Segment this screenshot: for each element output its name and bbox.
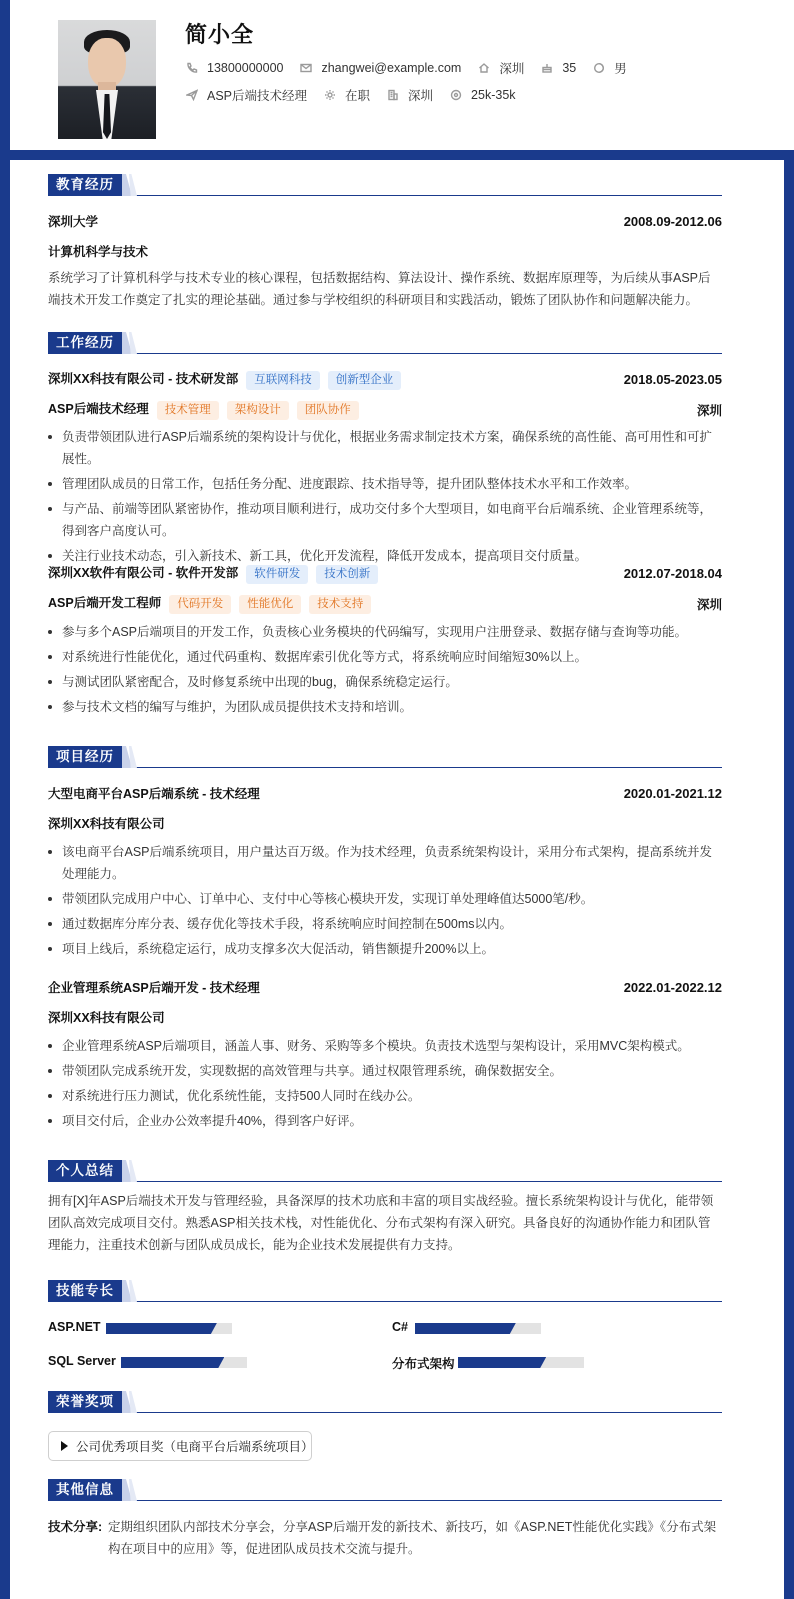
skill-name: SQL Server [48, 1354, 116, 1368]
list-item: 负责带领团队进行ASP后端系统的架构设计与优化，根据业务需求制定技术方案，确保系统的高性能、高可用性和可扩展性。 [48, 426, 722, 470]
summary-text: 拥有[X]年ASP后端技术开发与管理经验，具备深厚的技术功底和丰富的项目实战经验。擅长系统架构设计与优化，能带领团队高效完成项目交付。熟悉ASP相关技术栈，对性能优化、分布式架构有深入研究。具备良好的沟通协作能力和团队管理能力，注重技术创新与团队成员成长，能为企业技术发展提供有力支持。 [48, 1194, 714, 1252]
section-title: 工作经历 [48, 332, 722, 354]
honor-item[interactable] [48, 1431, 312, 1461]
list-item: 该电商平台ASP后端系统项目，用户量达百万级。作为技术经理，负责系统架构设计，采用分布式架构，提高系统并发处理能力。 [48, 841, 722, 885]
school-name: 深圳大学 [48, 215, 99, 229]
cake-icon [540, 61, 554, 75]
projects-section [48, 746, 722, 1128]
honors-section [48, 1391, 722, 1454]
summary-section [48, 1160, 722, 1252]
mail-icon [299, 61, 313, 75]
work-date: 2018.05-2023.05 [623, 372, 722, 387]
list-item: 管理团队成员的日常工作，包括任务分配、进度跟踪、技术指导等，提升团队整体技术水平和工作效率。 [48, 473, 722, 495]
honor-text: 公司优秀项目奖（电商平台后端系统项目） [76, 1440, 314, 1454]
role-tag: 性能优化 [239, 595, 301, 614]
job-intent-row [185, 86, 532, 104]
other-label: 技术分享: [48, 1520, 103, 1534]
job-title-info: ASP后端技术经理 [185, 86, 307, 104]
coin-icon [449, 88, 463, 102]
skill-name: ASP.NET [48, 1320, 101, 1334]
project-title: 大型电商平台ASP后端系统 - 技术经理 [48, 787, 260, 801]
location-info: 深圳 [477, 59, 524, 77]
role-name: ASP后端开发工程师 [48, 596, 162, 610]
company-tag: 软件研发 [246, 565, 308, 584]
skill-bar-fill [121, 1357, 224, 1368]
role-tag: 架构设计 [227, 401, 289, 420]
skill-name: 分布式架构 [392, 1357, 455, 1371]
major-name: 计算机科学与技术 [48, 245, 149, 259]
project-company-row [48, 1008, 722, 1026]
role-tag: 代码开发 [169, 595, 231, 614]
role-tag: 团队协作 [297, 401, 359, 420]
list-item: 对系统进行压力测试，优化系统性能，支持500人同时在线办公。 [48, 1085, 722, 1107]
list-item: 通过数据库分库分表、缓存优化等技术手段，将系统响应时间控制在500ms以内。 [48, 913, 722, 935]
skill-bar-fill [458, 1357, 546, 1368]
resume-header [10, 0, 794, 150]
skill-item [48, 1354, 116, 1368]
company-tag: 技术创新 [316, 565, 378, 584]
salary-info: 25k-35k [449, 88, 515, 102]
education-date: 2008.09-2012.06 [623, 213, 722, 229]
education-header [48, 212, 722, 230]
profile-photo [58, 20, 156, 139]
frame-right-border [784, 150, 794, 1599]
project-date: 2022.01-2022.12 [623, 979, 722, 995]
role-tag: 技术支持 [309, 595, 371, 614]
list-item: 项目上线后，系统稳定运行，成功支撑多次大促活动，销售额提升200%以上。 [48, 938, 722, 960]
other-item [48, 1516, 722, 1560]
work-city: 深圳 [696, 403, 722, 418]
work-bullets [48, 426, 722, 570]
list-item: 项目交付后，企业办公效率提升40%，得到客户好评。 [48, 1110, 722, 1132]
company-name: 深圳XX软件有限公司 - 软件开发部 [48, 566, 239, 580]
age-info: 35 [540, 61, 576, 75]
section-title: 项目经历 [48, 746, 722, 768]
gender-info: 男 [592, 59, 627, 77]
list-item: 参与多个ASP后端项目的开发工作，负责核心业务模块的代码编写，实现用户注册登录、数据存储与查询等功能。 [48, 621, 722, 643]
skill-item [48, 1320, 101, 1334]
skills-section [48, 1280, 722, 1371]
work-role-row [48, 399, 722, 420]
list-item: 对系统进行性能优化，通过代码重构、数据库索引优化等方式，将系统响应时间缩短30%以上。 [48, 646, 722, 668]
company-tag: 互联网科技 [246, 371, 320, 390]
other-section [48, 1479, 722, 1556]
candidate-name: 简小全 [185, 22, 255, 47]
caret-right-icon [61, 1441, 68, 1451]
role-tag: 技术管理 [157, 401, 219, 420]
project-company-row [48, 814, 722, 832]
list-item: 与产品、前端等团队紧密协作，推动项目顺利进行，成功交付多个大型项目，如电商平台后端系统、企业管理系统等，得到客户高度认可。 [48, 498, 722, 542]
skill-name: C# [392, 1320, 408, 1334]
section-title: 荣誉奖项 [48, 1391, 722, 1413]
list-item: 企业管理系统ASP后端项目，涵盖人事、财务、采购等多个模块。负责技术选型与架构设计，采用MVC架构模式。 [48, 1035, 722, 1057]
section-title: 技能专长 [48, 1280, 722, 1302]
work-bullets [48, 621, 722, 721]
list-item: 带领团队完成系统开发，实现数据的高效管理与共享。通过权限管理系统，确保数据安全。 [48, 1060, 722, 1082]
education-section [48, 174, 722, 307]
target-city-info: 深圳 [386, 86, 433, 104]
role-name: ASP后端技术经理 [48, 402, 149, 416]
skill-bar [458, 1357, 584, 1368]
gender-icon [592, 61, 606, 75]
work-item-header [48, 369, 722, 390]
frame-top-border [0, 150, 794, 160]
list-item: 与测试团队紧密配合，及时修复系统中出现的bug，确保系统稳定运行。 [48, 671, 722, 693]
skill-bar-fill [106, 1323, 217, 1334]
work-role-row [48, 593, 722, 614]
contact-row [185, 59, 643, 77]
send-icon [185, 88, 199, 102]
list-item: 带领团队完成用户中心、订单中心、支付中心等核心模块开发，实现订单处理峰值达5000笔/秒。 [48, 888, 722, 910]
education-description: 系统学习了计算机科学与技术专业的核心课程，包括数据结构、算法设计、操作系统、数据库原理等，为后续从事ASP后端技术开发工作奠定了扎实的理论基础。通过参与学校组织的科研项目和实践活动，锻炼了团队协作和问题解决能力。 [48, 271, 711, 307]
status-info: 在职 [323, 86, 370, 104]
home-icon [477, 61, 491, 75]
work-city: 深圳 [696, 597, 722, 612]
skill-bar [415, 1323, 541, 1334]
skill-item [392, 1320, 408, 1334]
phone-icon [185, 61, 199, 75]
company-name: 深圳XX科技有限公司 - 技术研发部 [48, 372, 239, 386]
major-row [48, 242, 722, 260]
skill-bar-fill [415, 1323, 516, 1334]
section-title: 教育经历 [48, 174, 722, 196]
section-title: 其他信息 [48, 1479, 722, 1501]
project-company: 深圳XX科技有限公司 [48, 817, 165, 831]
building-icon [386, 88, 400, 102]
skill-item [392, 1354, 455, 1372]
project-title: 企业管理系统ASP后端开发 - 技术经理 [48, 981, 260, 995]
company-tag: 创新型企业 [328, 371, 402, 390]
project-header [48, 784, 722, 802]
skill-bar [106, 1323, 232, 1334]
list-item: 关注行业技术动态，引入新技术、新工具，优化开发流程，降低开发成本，提高项目交付质量。 [48, 545, 722, 567]
phone-info: 13800000000 [185, 61, 283, 75]
skill-bar [121, 1357, 247, 1368]
project-header [48, 978, 722, 996]
project-bullets [48, 841, 722, 963]
work-section [48, 332, 722, 714]
section-title: 个人总结 [48, 1160, 722, 1182]
work-item-header [48, 563, 722, 584]
frame-left-border [0, 0, 10, 1599]
work-date: 2012.07-2018.04 [623, 566, 722, 581]
gear-icon [323, 88, 337, 102]
project-bullets [48, 1035, 722, 1135]
project-company: 深圳XX科技有限公司 [48, 1011, 165, 1025]
email-info: zhangwei@example.com [299, 61, 461, 75]
list-item: 参与技术文档的编写与维护，为团队成员提供技术支持和培训。 [48, 696, 722, 718]
other-text: 定期组织团队内部技术分享会，分享ASP后端开发的新技术、新技巧，如《ASP.NET性能优化实践》《分布式架构在项目中的应用》等，促进团队成员技术交流与提升。 [108, 1520, 717, 1556]
project-date: 2020.01-2021.12 [623, 785, 722, 801]
